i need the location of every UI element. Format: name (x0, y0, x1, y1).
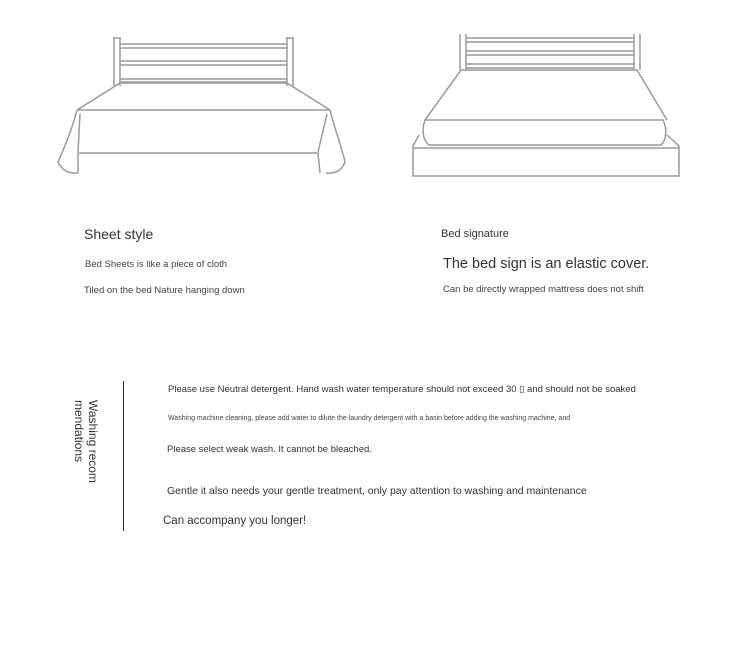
washing-line-2: Washing machine cleaning, please add water to dilute the laundry detergent with a basin before adding the washing machine, and (168, 415, 571, 422)
divider-line (123, 381, 124, 531)
sheet-style-line-1: Bed Sheets is like a piece of cloth (85, 259, 228, 270)
sheet-style-title: Sheet style (84, 226, 154, 242)
washing-line-1: Please use Neutral detergent. Hand wash water temperature should not exceed 30 ▯ and should not be soaked (168, 384, 636, 395)
washing-line-3: Please select weak wash. It cannot be bleached. (167, 444, 372, 455)
washing-line-4: Gentle it also needs your gentle treatment, only pay attention to washing and maintenance (167, 485, 587, 497)
sheet-style-line-2: Tiled on the bed Nature hanging down (84, 285, 245, 296)
bed-signature-headline: The bed sign is an elastic cover. (443, 256, 650, 272)
flat-sheet-bed-icon (50, 30, 360, 190)
bed-signature-title: Bed signature (441, 228, 509, 240)
washing-label: Washing recom mendations (72, 400, 100, 483)
bed-signature-subline: Can be directly wrapped mattress does not shift (443, 284, 644, 295)
fitted-sheet-bed-icon (405, 28, 690, 188)
washing-line-5: Can accompany you longer! (163, 515, 307, 527)
